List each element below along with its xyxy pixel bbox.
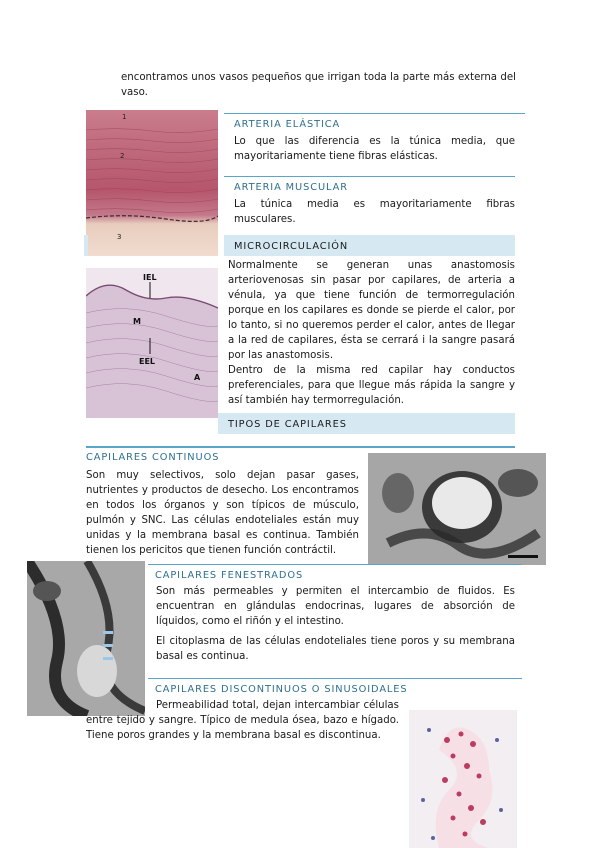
- elastic-label-3: 3: [117, 233, 122, 241]
- capilares-continuos-text: Son muy selectivos, solo dejan pasar gases, nutrientes y productos de desecho. Los encontramos en todos los órganos y son típicos de músculo, pulmón y SNC. Las células endoteliales están muy unidas y la membrana basal es continua. También tienen los pericitos que tienen función contráctil.: [86, 470, 359, 556]
- tipos-underline: [86, 446, 515, 448]
- elastic-label-1: 1: [122, 113, 127, 121]
- continuous-capillary-image: [368, 453, 546, 565]
- arteria-muscular-text: La túnica media es mayoritariamente fibras musculares.: [234, 199, 515, 225]
- heading-arteria-elastica: ARTERIA ELÁSTICA: [224, 113, 525, 133]
- heading-tipos-capilares: TIPOS DE CAPILARES: [218, 413, 515, 434]
- muscular-artery-image: [86, 268, 218, 418]
- heading-arteria-muscular: ARTERIA MUSCULAR: [224, 176, 515, 196]
- muscular-label-a: A: [194, 373, 201, 382]
- muscular-label-iel: IEL: [143, 273, 157, 282]
- capilares-discontinuos-text: Permeabilidad total, dejan intercambiar células entre tejido y sangre. Típico de medula ósea, bazo e hígado. Tiene poros grandes y la membrana basal es discontinua.: [86, 700, 399, 741]
- elastic-artery-image: [86, 110, 218, 256]
- heading-capilares-continuos: CAPILARES CONTINUOS: [86, 452, 220, 463]
- intro-paragraph: encontramos unos vasos pequeños que irrigan toda la parte más externa del vaso.: [121, 72, 516, 98]
- muscular-label-eel: EEL: [139, 357, 156, 366]
- microcirculacion-shade-left: [84, 235, 88, 256]
- fenestrated-capillary-image: [27, 561, 145, 716]
- muscular-label-m: M: [133, 317, 141, 326]
- microcirculacion-p1: Normalmente se generan unas anastomosis arteriovenosas sin pasar por capilares, de arteria a vénula, ya que tiene función de termorregulación porque en los capilares es donde se pierde el calor, por lo tanto, si no queremos perder el calor, antes de llegar a la red de capilares, ésta se cerrará i la sangre pasará por las anastomosis.: [228, 260, 515, 361]
- arteria-elastica-text: Lo que las diferencia es la túnica media, que mayoritariamente tiene fibras elásticas.: [234, 136, 515, 162]
- capilares-fenestrados-p2: El citoplasma de las células endoteliales tiene poros y su membrana basal es continua.: [156, 636, 515, 662]
- capilares-fenestrados-p1: Son más permeables y permiten el intercambio de fluidos. Es encuentran en glándulas endocrinas, lugares de absorción de líquidos, como el riñón y el intestino.: [156, 586, 515, 627]
- heading-microcirculacion: MICROCIRCULACIÓN: [224, 235, 515, 256]
- elastic-label-2: 2: [120, 152, 125, 160]
- heading-capilares-discontinuos: CAPILARES DISCONTINUOS O SINUSOIDALES: [148, 678, 522, 698]
- heading-capilares-fenestrados: CAPILARES FENESTRADOS: [148, 564, 522, 584]
- microcirculacion-p2: Dentro de la misma red capilar hay conductos preferenciales, para que llegue más rápida la sangre y así también hay termorregulación.: [228, 365, 515, 406]
- sinusoidal-capillary-image: [409, 710, 517, 848]
